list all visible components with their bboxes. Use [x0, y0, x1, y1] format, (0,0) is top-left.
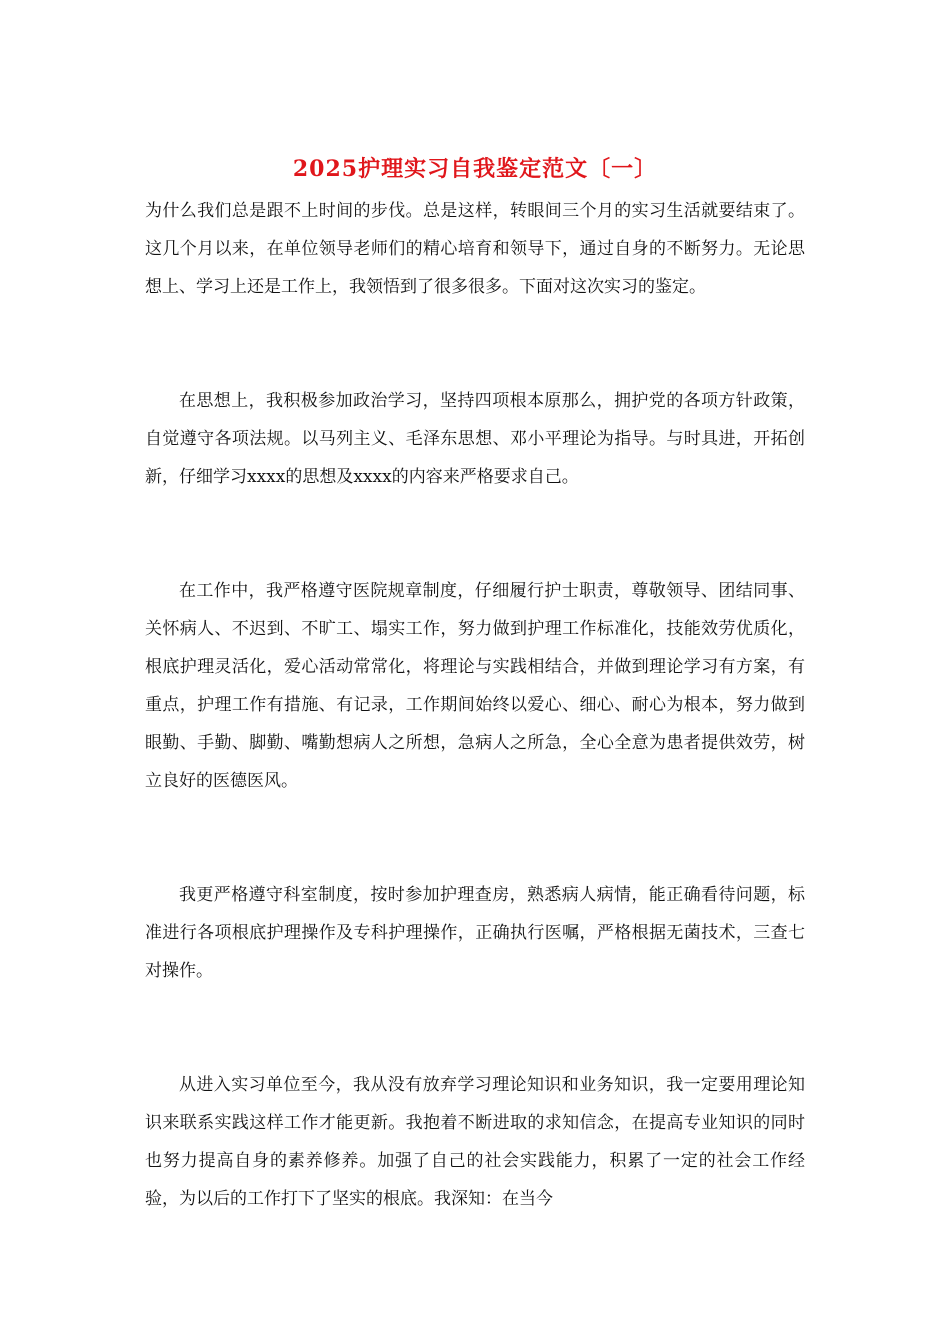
- paragraph-department: 我更严格遵守科室制度，按时参加护理查房，熟悉病人病情，能正确看待问题，标准进行各项根底护理操作及专科护理操作，正确执行医嘱，严格根据无菌技术，三查七对操作。: [145, 885, 805, 981]
- paragraph-learning: 从进入实习单位至今，我从没有放弃学习理论知识和业务知识，我一定要用理论知识来联系实践这样工作才能更新。我抱着不断进取的求知信念，在提高专业知识的同时也努力提高自身的素养修养。加强了自己的社会实践能力，积累了一定的社会工作经验，为以后的工作打下了坚实的根底。我深知：在当今: [145, 1075, 805, 1209]
- paragraph-work: 在工作中，我严格遵守医院规章制度，仔细履行护士职责，尊敬领导、团结同事、关怀病人、不迟到、不旷工、塌实工作，努力做到护理工作标准化，技能效劳优质化，根底护理灵活化，爱心活动常常化，将理论与实践相结合，并做到理论学习有方案，有重点，护理工作有措施、有记录，工作期间始终以爱心、细心、耐心为根本，努力做到眼勤、手勤、脚勤、嘴勤想病人之所想，急病人之所急，全心全意为患者提供效劳，树立良好的医德医风。: [145, 581, 805, 791]
- paragraph-ideology: 在思想上，我积极参加政治学习，坚持四项根本原那么，拥护党的各项方针政策，自觉遵守各项法规。以马列主义、毛泽东思想、邓小平理论为指导。与时具进，开拓创新，仔细学习xxxx的思想及xxxx的内容来严格要求自己。: [145, 391, 805, 487]
- paragraph-gap: [145, 990, 805, 1066]
- paragraph-gap: [145, 800, 805, 876]
- document-body: [145, 192, 805, 1218]
- paragraph-gap: [145, 306, 805, 382]
- paragraph-intro: 为什么我们总是跟不上时间的步伐。总是这样，转眼间三个月的实习生活就要结束了。这几个月以来，在单位领导老师们的精心培育和领导下，通过自身的不断努力。无论思想上、学习上还是工作上，我领悟到了很多很多。下面对这次实习的鉴定。: [145, 201, 805, 297]
- document-title: 2025护理实习自我鉴定范文〔一〕: [292, 156, 658, 182]
- paragraph-gap: [145, 496, 805, 572]
